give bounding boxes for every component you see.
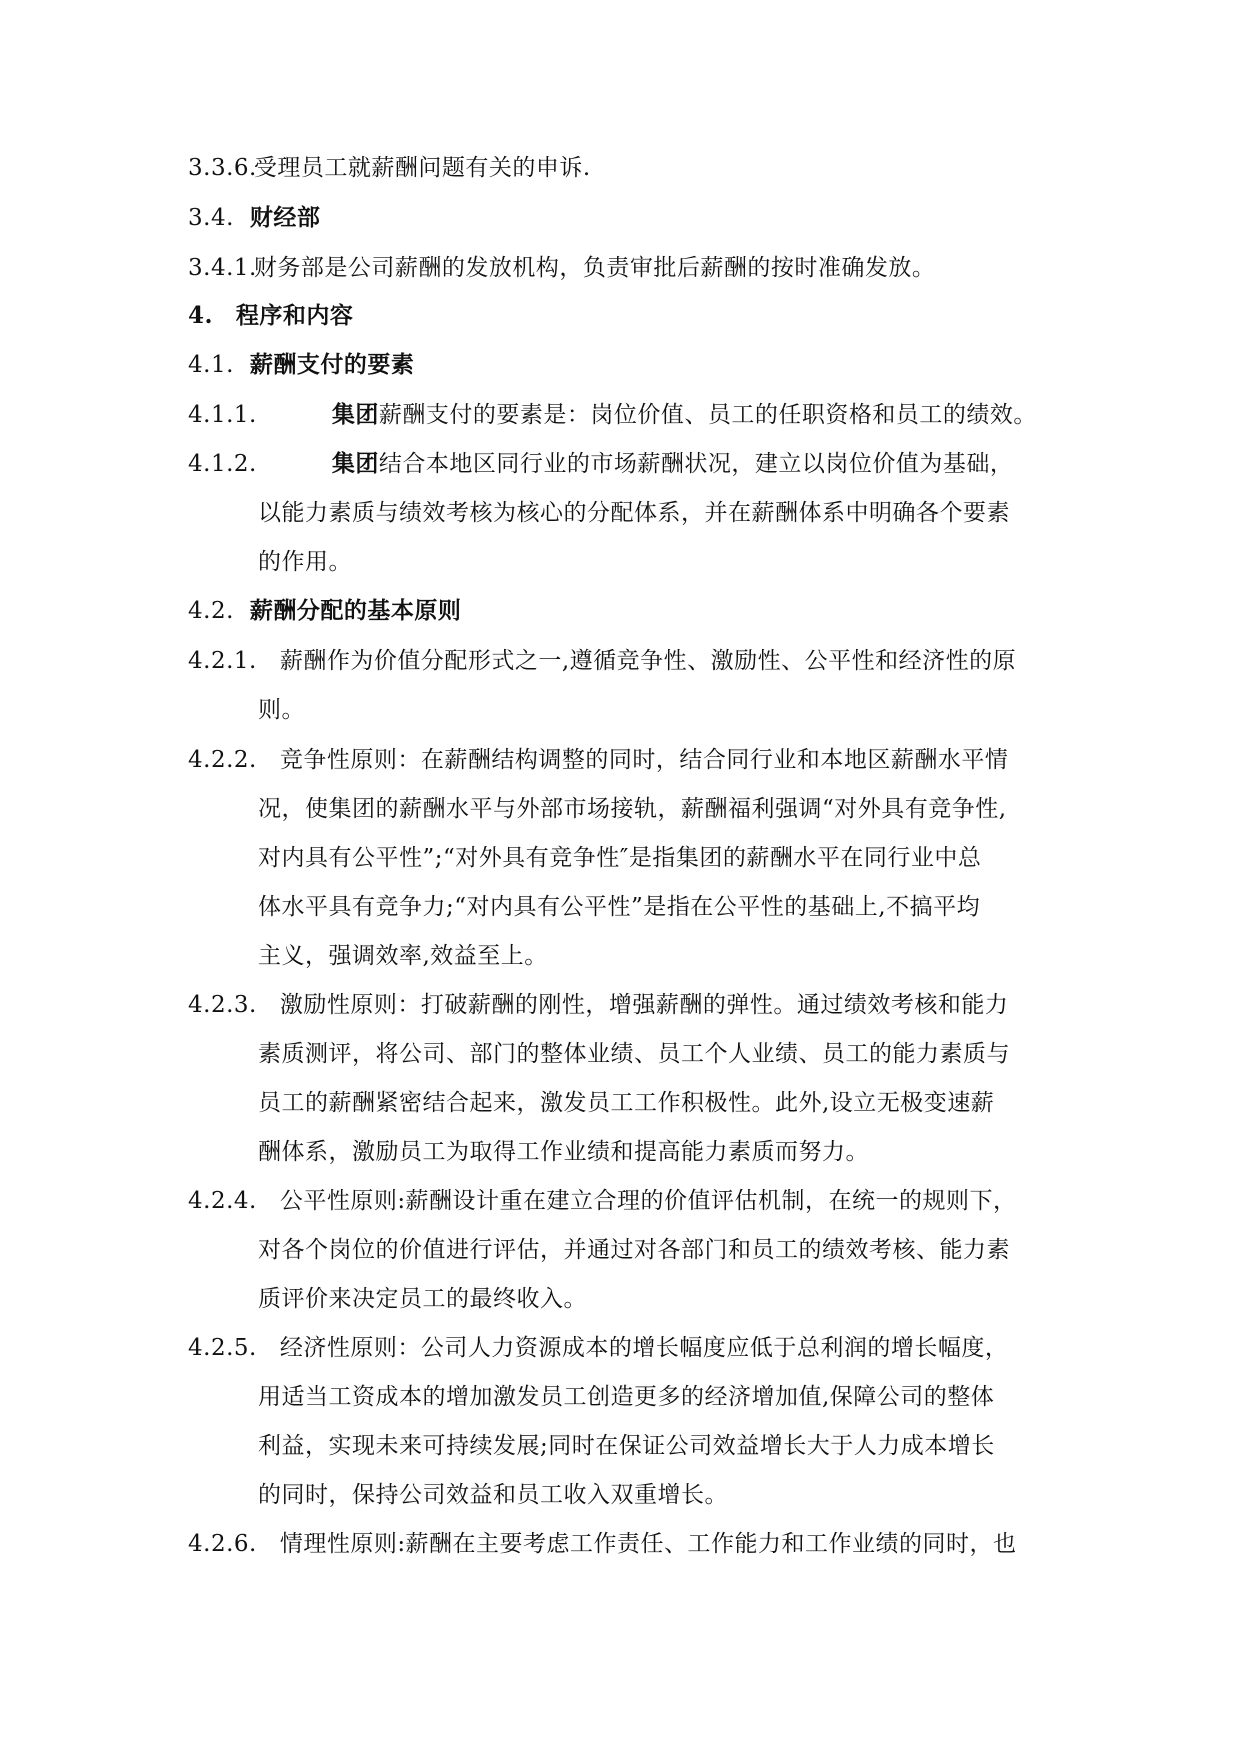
clause-number: 4.2.	[188, 598, 234, 624]
clause-continuation	[258, 695, 305, 725]
clause-text: 质评价来决定员工的最终收入。	[258, 1286, 587, 1312]
heading-3-4	[188, 203, 320, 233]
clause-number: 3.3.6.	[188, 155, 257, 181]
clause-number: 4.1.	[188, 352, 234, 378]
clause-text: 经济性原则：公司人力资源成本的增长幅度应低于总利润的增长幅度，	[279, 1335, 1009, 1361]
clause-continuation	[258, 1088, 994, 1118]
heading-text: 程序和内容	[235, 302, 354, 329]
bold-term: 集团	[331, 401, 379, 428]
clause-number: 4.2.1.	[188, 648, 257, 674]
clause-text: 财务部是公司薪酬的发放机构，负责审批后薪酬的按时准确发放。	[253, 255, 936, 281]
clause-text: 对内具有公平性”;“对外具有竞争性″是指集团的薪酬水平在同行业中总	[258, 845, 982, 871]
clause-continuation	[258, 1039, 1010, 1069]
clause-4-1-2	[188, 449, 1013, 479]
clause-continuation	[258, 892, 980, 922]
clause-text: 员工的薪酬紧密结合起来，激发员工工作积极性。此外,设立无极变速薪	[258, 1090, 995, 1116]
clause-text: 竞争性原则：在薪酬结构调整的同时，结合同行业和本地区薪酬水平情	[279, 747, 1009, 773]
clause-text: 则。	[258, 697, 305, 723]
clause-number: 4.2.3.	[188, 992, 257, 1018]
clause-continuation	[258, 1480, 728, 1510]
clause-continuation	[258, 1284, 587, 1314]
clause-number: 3.4.	[188, 205, 234, 231]
section-number: 4.	[188, 302, 214, 329]
clause-continuation	[258, 547, 352, 577]
clause-number: 4.2.4.	[188, 1188, 257, 1214]
clause-3-4-1	[188, 253, 935, 283]
clause-3-3-6	[188, 153, 591, 183]
clause-text: 情理性原则:薪酬在主要考虑工作责任、工作能力和工作业绩的同时，也	[279, 1531, 1017, 1557]
clause-number: 4.2.5.	[188, 1335, 257, 1361]
clause-text: 以能力素质与绩效考核为核心的分配体系，并在薪酬体系中明确各个要素	[258, 500, 1010, 526]
clause-continuation	[258, 1382, 994, 1412]
clause-4-2-1	[188, 646, 1016, 676]
clause-text: 对各个岗位的价值进行评估，并通过对各部门和员工的绩效考核、能力素	[258, 1237, 1010, 1263]
bold-term: 集团	[331, 450, 379, 477]
clause-number: 4.1.1.	[188, 402, 257, 428]
heading-text: 薪酬支付的要素	[249, 351, 415, 378]
clause-continuation	[258, 1431, 995, 1461]
clause-text: 体水平具有竞争力;“对内具有公平性”是指在公平性的基础上,不搞平均	[258, 894, 981, 920]
clause-continuation	[258, 498, 1010, 528]
clause-text: 的同时，保持公司效益和员工收入双重增长。	[258, 1482, 728, 1508]
clause-text: 受理员工就薪酬问题有关的申诉.	[253, 155, 591, 181]
clause-4-2-2	[188, 745, 1008, 775]
clause-continuation	[258, 1235, 1010, 1265]
clause-number: 3.4.1.	[188, 255, 257, 281]
clause-continuation	[258, 941, 548, 971]
section-4-heading	[188, 301, 353, 331]
clause-number: 4.2.6.	[188, 1531, 257, 1557]
clause-4-2-3	[188, 990, 1008, 1020]
clause-text: 主义，强调效率,效益至上。	[258, 943, 548, 969]
clause-text: 薪酬支付的要素是：岗位价值、员工的任职资格和员工的绩效。	[378, 402, 1037, 428]
clause-text: 激励性原则：打破薪酬的刚性，增强薪酬的弹性。通过绩效考核和能力	[279, 992, 1009, 1018]
clause-4-2-5	[188, 1333, 1008, 1363]
clause-text: 况，使集团的薪酬水平与外部市场接轨，薪酬福利强调“对外具有竞争性,	[258, 796, 1007, 822]
clause-text: 利益，实现未来可持续发展;同时在保证公司效益增长大于人力成本增长	[258, 1433, 995, 1459]
clause-text: 酬体系，激励员工为取得工作业绩和提高能力素质而努力。	[258, 1139, 869, 1165]
heading-text: 财经部	[249, 204, 321, 231]
clause-text: 用适当工资成本的增加激发员工创造更多的经济增加值,保障公司的整体	[258, 1384, 995, 1410]
heading-4-2	[188, 596, 461, 626]
clause-continuation	[258, 843, 981, 873]
clause-number: 4.1.2.	[188, 451, 257, 477]
heading-text: 薪酬分配的基本原则	[249, 597, 462, 624]
clause-4-1-1	[188, 400, 1037, 430]
clause-text: 结合本地区同行业的市场薪酬状况，建立以岗位价值为基础，	[378, 451, 1014, 477]
clause-text: 公平性原则:薪酬设计重在建立合理的价值评估机制，在统一的规则下，	[279, 1188, 1017, 1214]
clause-number: 4.2.2.	[188, 747, 257, 773]
clause-continuation	[258, 794, 1007, 824]
clause-4-2-4	[188, 1186, 1017, 1216]
clause-text: 素质测评，将公司、部门的整体业绩、员工个人业绩、员工的能力素质与	[258, 1041, 1010, 1067]
clause-continuation	[258, 1137, 869, 1167]
clause-text: 的作用。	[258, 549, 352, 575]
clause-4-2-6	[188, 1529, 1017, 1559]
clause-text: 薪酬作为价值分配形式之一,遵循竞争性、激励性、公平性和经济性的原	[279, 648, 1017, 674]
heading-4-1	[188, 350, 414, 380]
